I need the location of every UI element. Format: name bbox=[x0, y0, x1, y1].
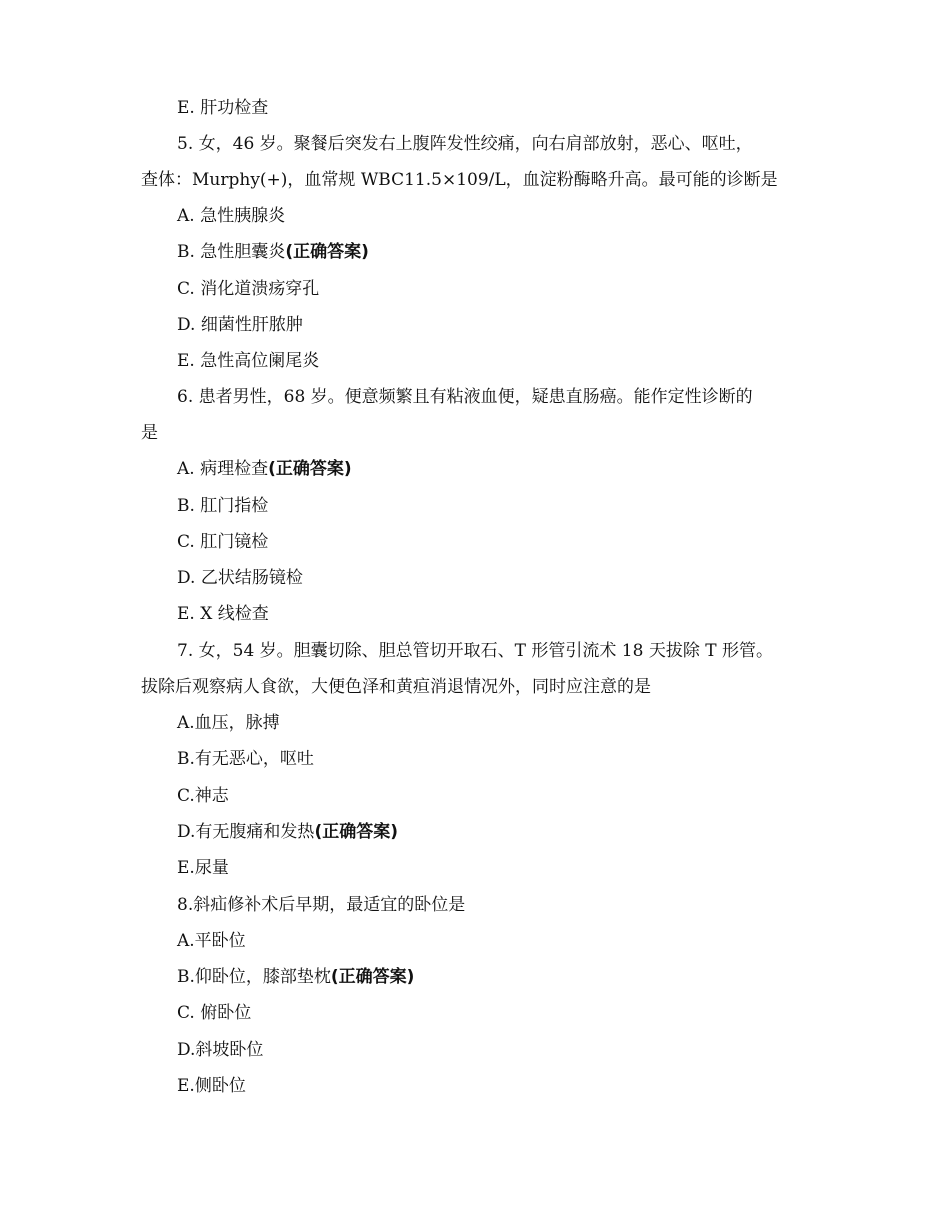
option-text: D. 细菌性肝脓肿 bbox=[177, 315, 303, 335]
option-text: B.有无恶心，呕吐 bbox=[177, 749, 314, 769]
option-text: D.斜坡卧位 bbox=[177, 1040, 264, 1060]
option-q6-a bbox=[177, 458, 352, 480]
question-7-stem-line-1: 7. 女，54 岁。胆囊切除、胆总管切开取石、T 形管引流术 18 天拔除 T 形管。 bbox=[177, 641, 773, 661]
correct-answer-badge: (正确答案) bbox=[268, 459, 352, 479]
option-text: C. 肛门镜检 bbox=[177, 532, 269, 552]
option-text: A.血压，脉搏 bbox=[177, 713, 280, 733]
question-5-stem-line-2: 查体：Murphy(+)，血常规 WBC11.5×109/L，血淀粉酶略升高。最可能的诊断是 bbox=[141, 170, 778, 190]
option-text: E.尿量 bbox=[177, 858, 229, 878]
correct-answer-badge: (正确答案) bbox=[285, 242, 369, 262]
option-q8-c bbox=[177, 1002, 251, 1024]
option-text: E. 急性高位阑尾炎 bbox=[177, 351, 320, 371]
option-q5-b bbox=[177, 241, 369, 263]
option-q7-e bbox=[177, 857, 229, 879]
option-q8-b bbox=[177, 966, 414, 988]
option-q5-d bbox=[177, 314, 303, 336]
option-q6-e bbox=[177, 603, 269, 625]
option-q8-d bbox=[177, 1039, 263, 1061]
option-q7-b bbox=[177, 748, 314, 770]
option-q4-e bbox=[177, 97, 268, 119]
question-7-stem-line-2: 拔除后观察病人食欲，大便色泽和黄疸消退情况外，同时应注意的是 bbox=[141, 677, 651, 697]
question-5-stem-line-1: 5. 女，46 岁。聚餐后突发右上腹阵发性绞痛，向右肩部放射，恶心、呕吐， bbox=[177, 134, 753, 154]
question-6-stem-line-2: 是 bbox=[141, 423, 158, 443]
option-q6-c bbox=[177, 531, 268, 553]
option-q8-e bbox=[177, 1075, 246, 1097]
question-8-stem-line-1: 8.斜疝修补术后早期，最适宜的卧位是 bbox=[177, 895, 466, 915]
option-q5-a bbox=[177, 205, 285, 227]
option-text: E. X 线检查 bbox=[177, 604, 269, 624]
option-q6-b bbox=[177, 495, 268, 517]
correct-answer-badge: (正确答案) bbox=[330, 967, 415, 987]
option-q5-e bbox=[177, 350, 319, 372]
question-6-stem-line-1: 6. 患者男性，68 岁。便意频繁且有粘液血便，疑患直肠癌。能作定性诊断的 bbox=[177, 387, 753, 407]
option-text: A.平卧位 bbox=[177, 931, 246, 951]
option-text: B.仰卧位，膝部垫枕 bbox=[177, 967, 331, 987]
option-text: E.侧卧位 bbox=[177, 1076, 246, 1096]
correct-answer-badge: (正确答案) bbox=[314, 822, 398, 842]
option-text: C.神志 bbox=[177, 786, 229, 806]
option-text: B. 急性胆囊炎 bbox=[177, 242, 286, 262]
option-q5-c bbox=[177, 278, 319, 300]
option-text: C. 消化道溃疡穿孔 bbox=[177, 279, 320, 299]
option-text: A. 病理检查 bbox=[177, 459, 269, 479]
option-text: C. 俯卧位 bbox=[177, 1003, 252, 1023]
option-q8-a bbox=[177, 930, 246, 952]
option-text: A. 急性胰腺炎 bbox=[177, 206, 286, 226]
option-text: B. 肛门指检 bbox=[177, 496, 269, 516]
option-text: E. 肝功检查 bbox=[177, 98, 269, 118]
option-text: D. 乙状结肠镜检 bbox=[177, 568, 303, 588]
option-q7-d bbox=[177, 821, 398, 843]
option-text: D.有无腹痛和发热 bbox=[177, 822, 315, 842]
option-q6-d bbox=[177, 567, 303, 589]
option-q7-a bbox=[177, 712, 280, 734]
option-q7-c bbox=[177, 785, 229, 807]
